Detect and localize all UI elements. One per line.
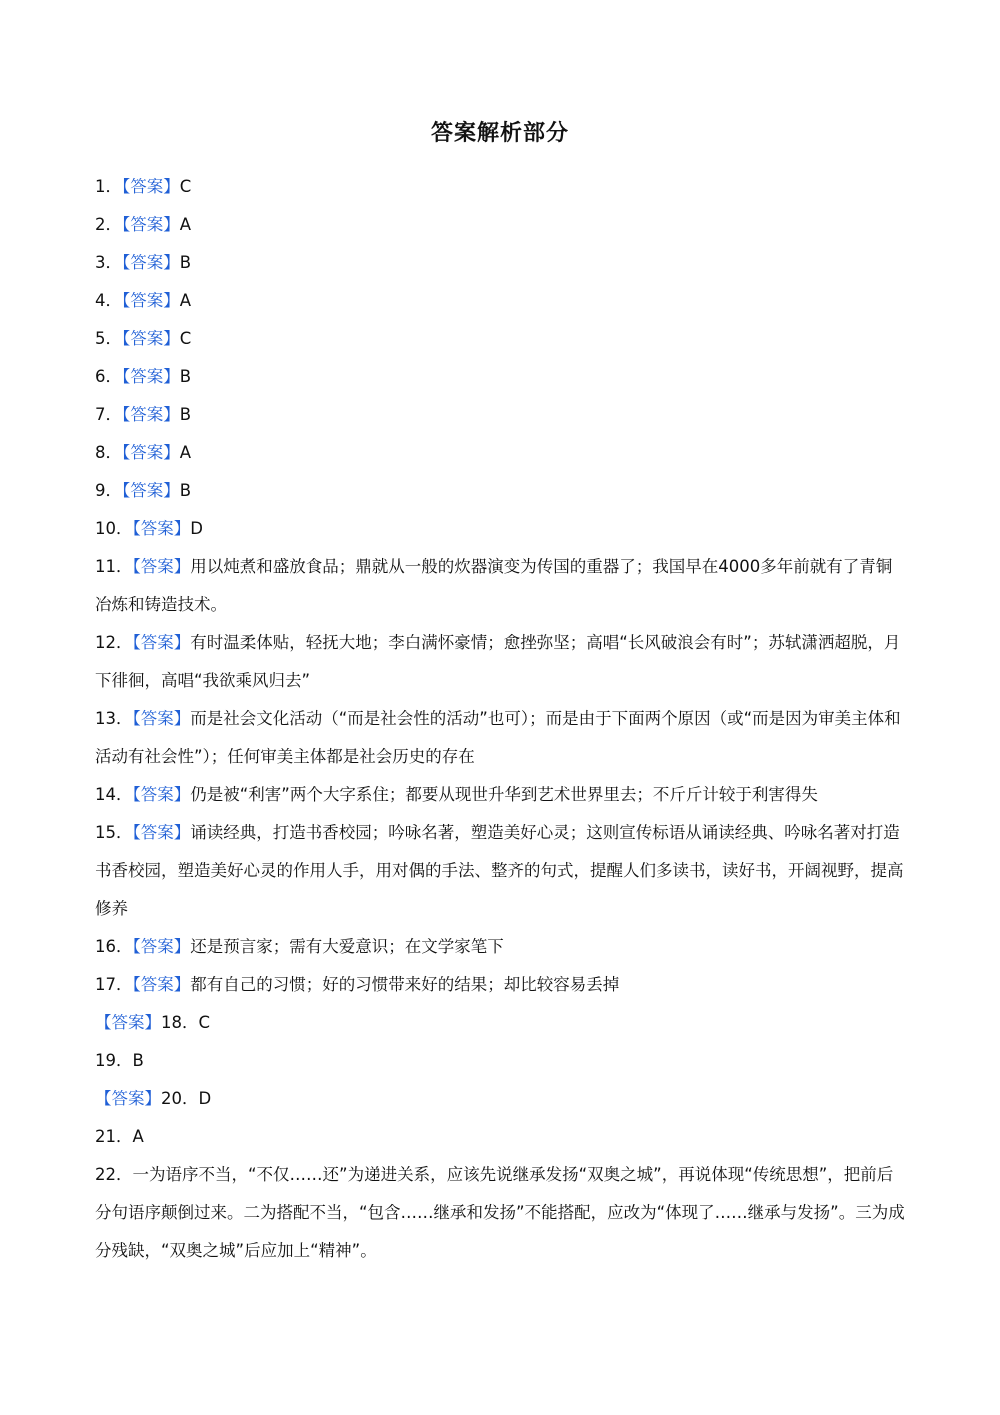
answer-number: 15． [95, 823, 133, 842]
answer-tag: 【答案】 [122, 329, 180, 348]
answer-item-5 [95, 320, 905, 358]
answer-item-20 [95, 1080, 905, 1118]
answer-list [95, 168, 905, 1270]
answer-tag: 【答案】 [122, 481, 180, 500]
answer-item-10 [95, 510, 905, 548]
answer-text: 诵读经典，打造书香校园；吟咏名著，塑造美好心灵；这则宣传标语从诵读经典、吟咏名著对打造书香校园，塑造美好心灵的作用人手，用对偶的手法、整齐的句式，提醒人们多读书，读好书，开阔视野，提高修养 [95, 823, 904, 918]
answer-tag: 【答案】 [132, 709, 191, 728]
answer-text: 而是社会文化活动（“而是社会性的活动”也可）；而是由于下面两个原因（或“而是因为审美主体和活动有社会性”）；任何审美主体都是社会历史的存在 [95, 709, 901, 766]
answer-number: 3． [95, 253, 122, 272]
answer-item-13 [95, 700, 905, 776]
answer-text: 还是预言家；需有大爱意识；在文学家笔下 [190, 937, 504, 956]
answer-tag: 【答案】 [132, 785, 191, 804]
answer-tag: 【答案】 [122, 215, 180, 234]
answer-text: C [179, 329, 192, 348]
answer-item-1 [95, 168, 905, 206]
answer-tag: 【答案】 [122, 443, 180, 462]
answer-tag: 【答案】 [95, 1089, 161, 1108]
answer-number: 16． [95, 937, 133, 956]
answer-tag: 【答案】 [132, 975, 191, 994]
answer-item-16 [95, 928, 905, 966]
answer-text: A [179, 443, 192, 462]
answer-text: B [179, 253, 192, 272]
answer-tag: 【答案】 [122, 291, 180, 310]
answer-item-19 [95, 1042, 905, 1080]
answer-tag: 【答案】 [122, 253, 180, 272]
answer-item-4 [95, 282, 905, 320]
answer-tag: 【答案】 [95, 1013, 161, 1032]
page-title: 答案解析部分 [430, 121, 569, 146]
answer-number: 11． [95, 557, 133, 576]
answer-item-7 [95, 396, 905, 434]
answer-text: 有时温柔体贴，轻抚大地；李白满怀豪情；愈挫弥坚；高唱“长风破浪会有时”；苏轼潇洒超脱，月下徘徊，高唱“我欲乘风归去” [95, 633, 901, 690]
answer-item-6 [95, 358, 905, 396]
answer-text: A [179, 215, 192, 234]
answer-number: 2． [95, 215, 122, 234]
answer-tag: 【答案】 [132, 937, 191, 956]
answer-text: 都有自己的习惯；好的习惯带来好的结果；却比较容易丢掉 [190, 975, 620, 994]
answer-number: 17． [95, 975, 133, 994]
answer-text: D [190, 519, 203, 538]
answer-text: 20．D [161, 1089, 212, 1108]
answer-tag: 【答案】 [132, 519, 191, 538]
answer-text: C [179, 177, 192, 196]
answer-item-9 [95, 472, 905, 510]
answer-item-8 [95, 434, 905, 472]
answer-item-18 [95, 1004, 905, 1042]
answer-text: 18．C [161, 1013, 211, 1032]
answer-item-14 [95, 776, 905, 814]
answer-item-22 [95, 1156, 905, 1270]
answer-text: A [179, 291, 192, 310]
answer-number: 1． [95, 177, 122, 196]
answer-text: B [179, 481, 192, 500]
answer-tag: 【答案】 [132, 823, 191, 842]
answer-text: 22．一为语序不当，“不仅……还”为递进关系，应该先说继承发扬“双奥之城”，再说体现“传统思想”，把前后分句语序颠倒过来。二为搭配不当，“包含……继承和发扬”不能搭配，应改为“体现了……继承与发扬”。三为成分残缺，“双奥之城”后应加上“精神”。 [95, 1165, 905, 1260]
answer-number: 4． [95, 291, 122, 310]
answer-item-3 [95, 244, 905, 282]
answer-tag: 【答案】 [122, 177, 180, 196]
answer-item-21 [95, 1118, 905, 1156]
answer-number: 12． [95, 633, 133, 652]
answer-tag: 【答案】 [132, 557, 191, 576]
answer-item-11 [95, 548, 905, 624]
answer-number: 14． [95, 785, 133, 804]
answer-text: 用以炖煮和盛放食品；鼎就从一般的炊器演变为传国的重器了；我国早在4000多年前就有了青铜冶炼和铸造技术。 [95, 557, 893, 614]
answer-text: B [179, 367, 192, 386]
answer-text: 21．A [95, 1127, 144, 1146]
answer-number: 6． [95, 367, 122, 386]
answer-tag: 【答案】 [122, 405, 180, 424]
answer-item-12 [95, 624, 905, 700]
answer-number: 10． [95, 519, 133, 538]
answer-item-2 [95, 206, 905, 244]
answer-item-17 [95, 966, 905, 1004]
answer-text: 仍是被“利害”两个大字系住；都要从现世升华到艺术世界里去；不斤斤计较于利害得失 [190, 785, 818, 804]
answer-tag: 【答案】 [132, 633, 191, 652]
answer-number: 5． [95, 329, 122, 348]
answer-tag: 【答案】 [122, 367, 180, 386]
answer-text: 19．B [95, 1051, 144, 1070]
answer-item-15 [95, 814, 905, 928]
answer-number: 13． [95, 709, 133, 728]
answer-text: B [179, 405, 192, 424]
answer-number: 7． [95, 405, 122, 424]
answer-number: 8． [95, 443, 122, 462]
answer-number: 9． [95, 481, 122, 500]
